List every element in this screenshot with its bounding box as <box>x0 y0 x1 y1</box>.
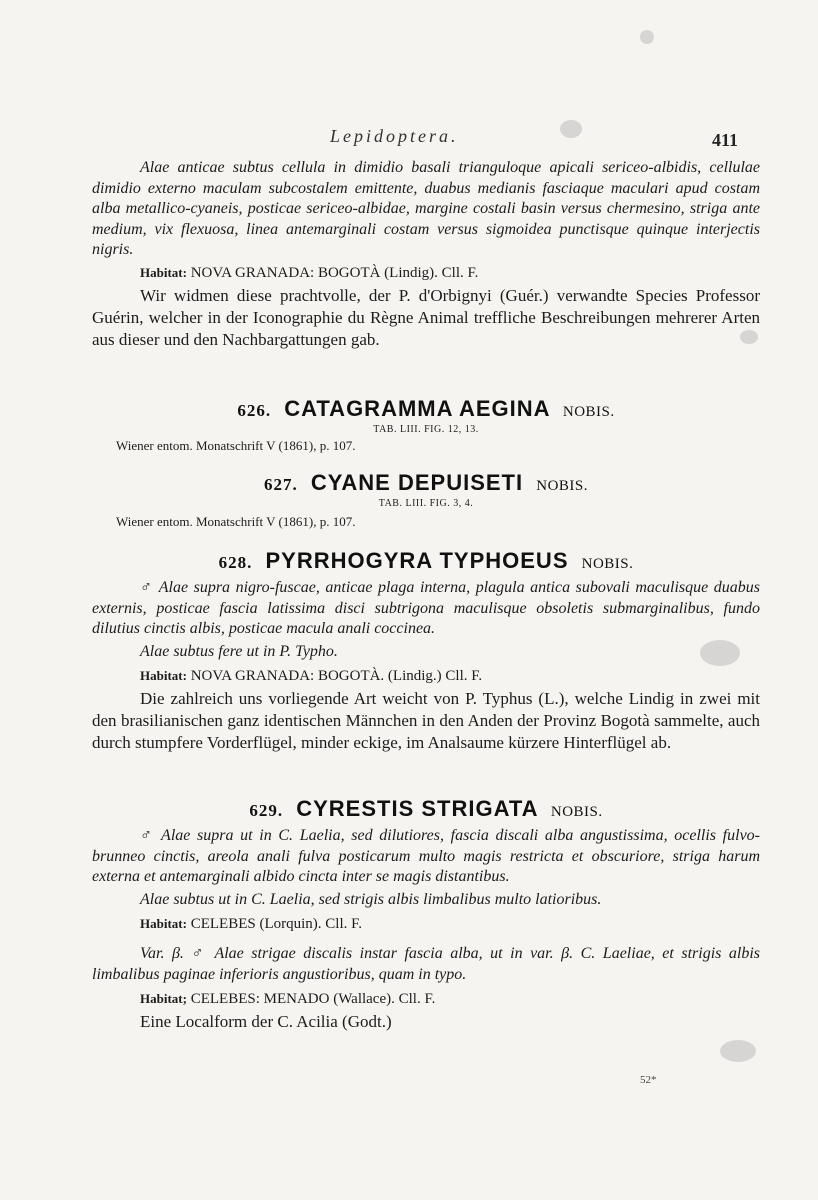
species-number: 629. <box>249 801 284 820</box>
species-number: 626. <box>237 401 272 420</box>
latin-underside: Alae subtus ut in C. Laelia, sed strigis albis limbalibus multo latioribus. <box>140 890 602 908</box>
habitat-text: CELEBES: MENADO (Wallace). Cll. F. <box>190 991 436 1007</box>
scan-spot <box>640 30 654 44</box>
scan-spot <box>720 1040 756 1062</box>
running-title: Lepidoptera. <box>330 126 459 146</box>
habitat-label: Habitat: <box>140 264 187 280</box>
page-number: 411 <box>712 130 739 150</box>
habitat-text: CELEBES (Lorquin). Cll. F. <box>190 916 363 932</box>
latin-underside: Alae subtus fere ut in P. Typho. <box>140 642 338 660</box>
habitat-line <box>92 914 760 934</box>
species-heading <box>92 396 760 422</box>
habitat-label: Habitat; <box>140 991 187 1006</box>
species-name: CATAGRAMMA AEGINA <box>284 396 550 421</box>
species-name: CYANE DEPUISETI <box>310 470 524 495</box>
species-name: CYRESTIS STRIGATA <box>296 796 538 821</box>
species-heading <box>92 470 760 496</box>
species-author: NOBIS. <box>536 478 588 494</box>
species-number: 627. <box>263 475 298 494</box>
species-heading <box>92 548 760 574</box>
latin-description: ♂ Alae supra ut in C. Laelia, sed dilutiores, fascia discali alba angustissima, ocellis fulvo-brunneo cinctis, areola anali fulva posticarum multo magis restricta et obscuriore, striga harum externa et antemarginali albido cincta inter se magis distantibus. <box>92 827 760 885</box>
habitat-label: Habitat: <box>140 916 187 931</box>
habitat-line <box>92 666 760 686</box>
species-number: 628. <box>218 553 253 572</box>
habitat-line <box>92 263 760 283</box>
species-628-body <box>92 578 760 754</box>
literature-reference: Wiener entom. Monatschrift V (1861), p. 107. <box>116 438 356 453</box>
species-629-body <box>92 826 760 1033</box>
literature-reference: Wiener entom. Monatschrift V (1861), p. 107. <box>116 514 356 529</box>
plate-reference: TAB. LIII. FIG. 12, 13. <box>373 424 479 435</box>
species-author: NOBIS. <box>550 804 603 820</box>
species-author: NOBIS. <box>581 556 634 572</box>
german-paragraph: Eine Localform der C. Acilia (Godt.) <box>140 1012 392 1031</box>
signature-mark: 52* <box>640 1074 657 1086</box>
species-heading <box>92 796 760 822</box>
plate-reference: TAB. LIII. FIG. 3, 4. <box>378 498 474 509</box>
species-name: PYRRHOGYRA TYPHOEUS <box>265 548 569 573</box>
latin-description: Alae anticae subtus cellula in dimidio basali trianguloque apicali sericeo-albidis, cellulae dimidio externo maculam subcostalem emittente, duabus medianis fasciaque maculari apud costam alba metallico-cyaneis, posticae sericeo-albidae, margine costali basin versus chermesino, striga ante medium, vix flexuosa, linea antemarginali costam versus sigmoidea punctisque quinque interjectis nigris. <box>92 159 760 258</box>
variety-habitat-line <box>92 989 760 1009</box>
german-paragraph: Wir widmen diese prachtvolle, der P. d'Orbignyi (Guér.) verwandte Species Professor Guérin, welcher in der Iconographie du Règne Animal treffliche Beschreibungen mehrerer Arten aus dieser und den Nachbargattungen gab. <box>92 285 760 349</box>
habitat-label: Habitat: <box>140 668 187 683</box>
species-author: NOBIS. <box>562 404 615 420</box>
scan-spot <box>560 120 582 138</box>
latin-description: ♂ Alae supra nigro-fuscae, anticae plaga interna, plagula antica subovali maculisque duabus externis, posticae fascia latissima disci subtrigona maculisque obsoletis submarginalibus, fundo dilutius cinctis albis, posticae macula anali coccinea. <box>92 579 760 637</box>
german-paragraph: Die zahlreich uns vorliegende Art weicht von P. Typhus (L.), welche Lindig in zwei mit den brasilianischen ganz identischen Männchen in den Anden der Provinz Bogotà sammelte, auch durch stumpfere Vorderflügel, minder eckige, im Analsaume kürzere Hinterflügel ab. <box>92 689 760 752</box>
intro-section <box>92 158 760 351</box>
habitat-text: NOVA GRANADA: BOGOTÀ (Lindig). Cll. F. <box>190 264 479 281</box>
variety-description: Var. β. ♂ Alae strigae discalis instar fascia alba, ut in var. β. C. Laeliae, et strigis albis limbalibus paginae inferioris angustioribus, quam in typo. <box>92 945 760 983</box>
habitat-text: NOVA GRANADA: BOGOTÀ. (Lindig.) Cll. F. <box>190 668 483 684</box>
